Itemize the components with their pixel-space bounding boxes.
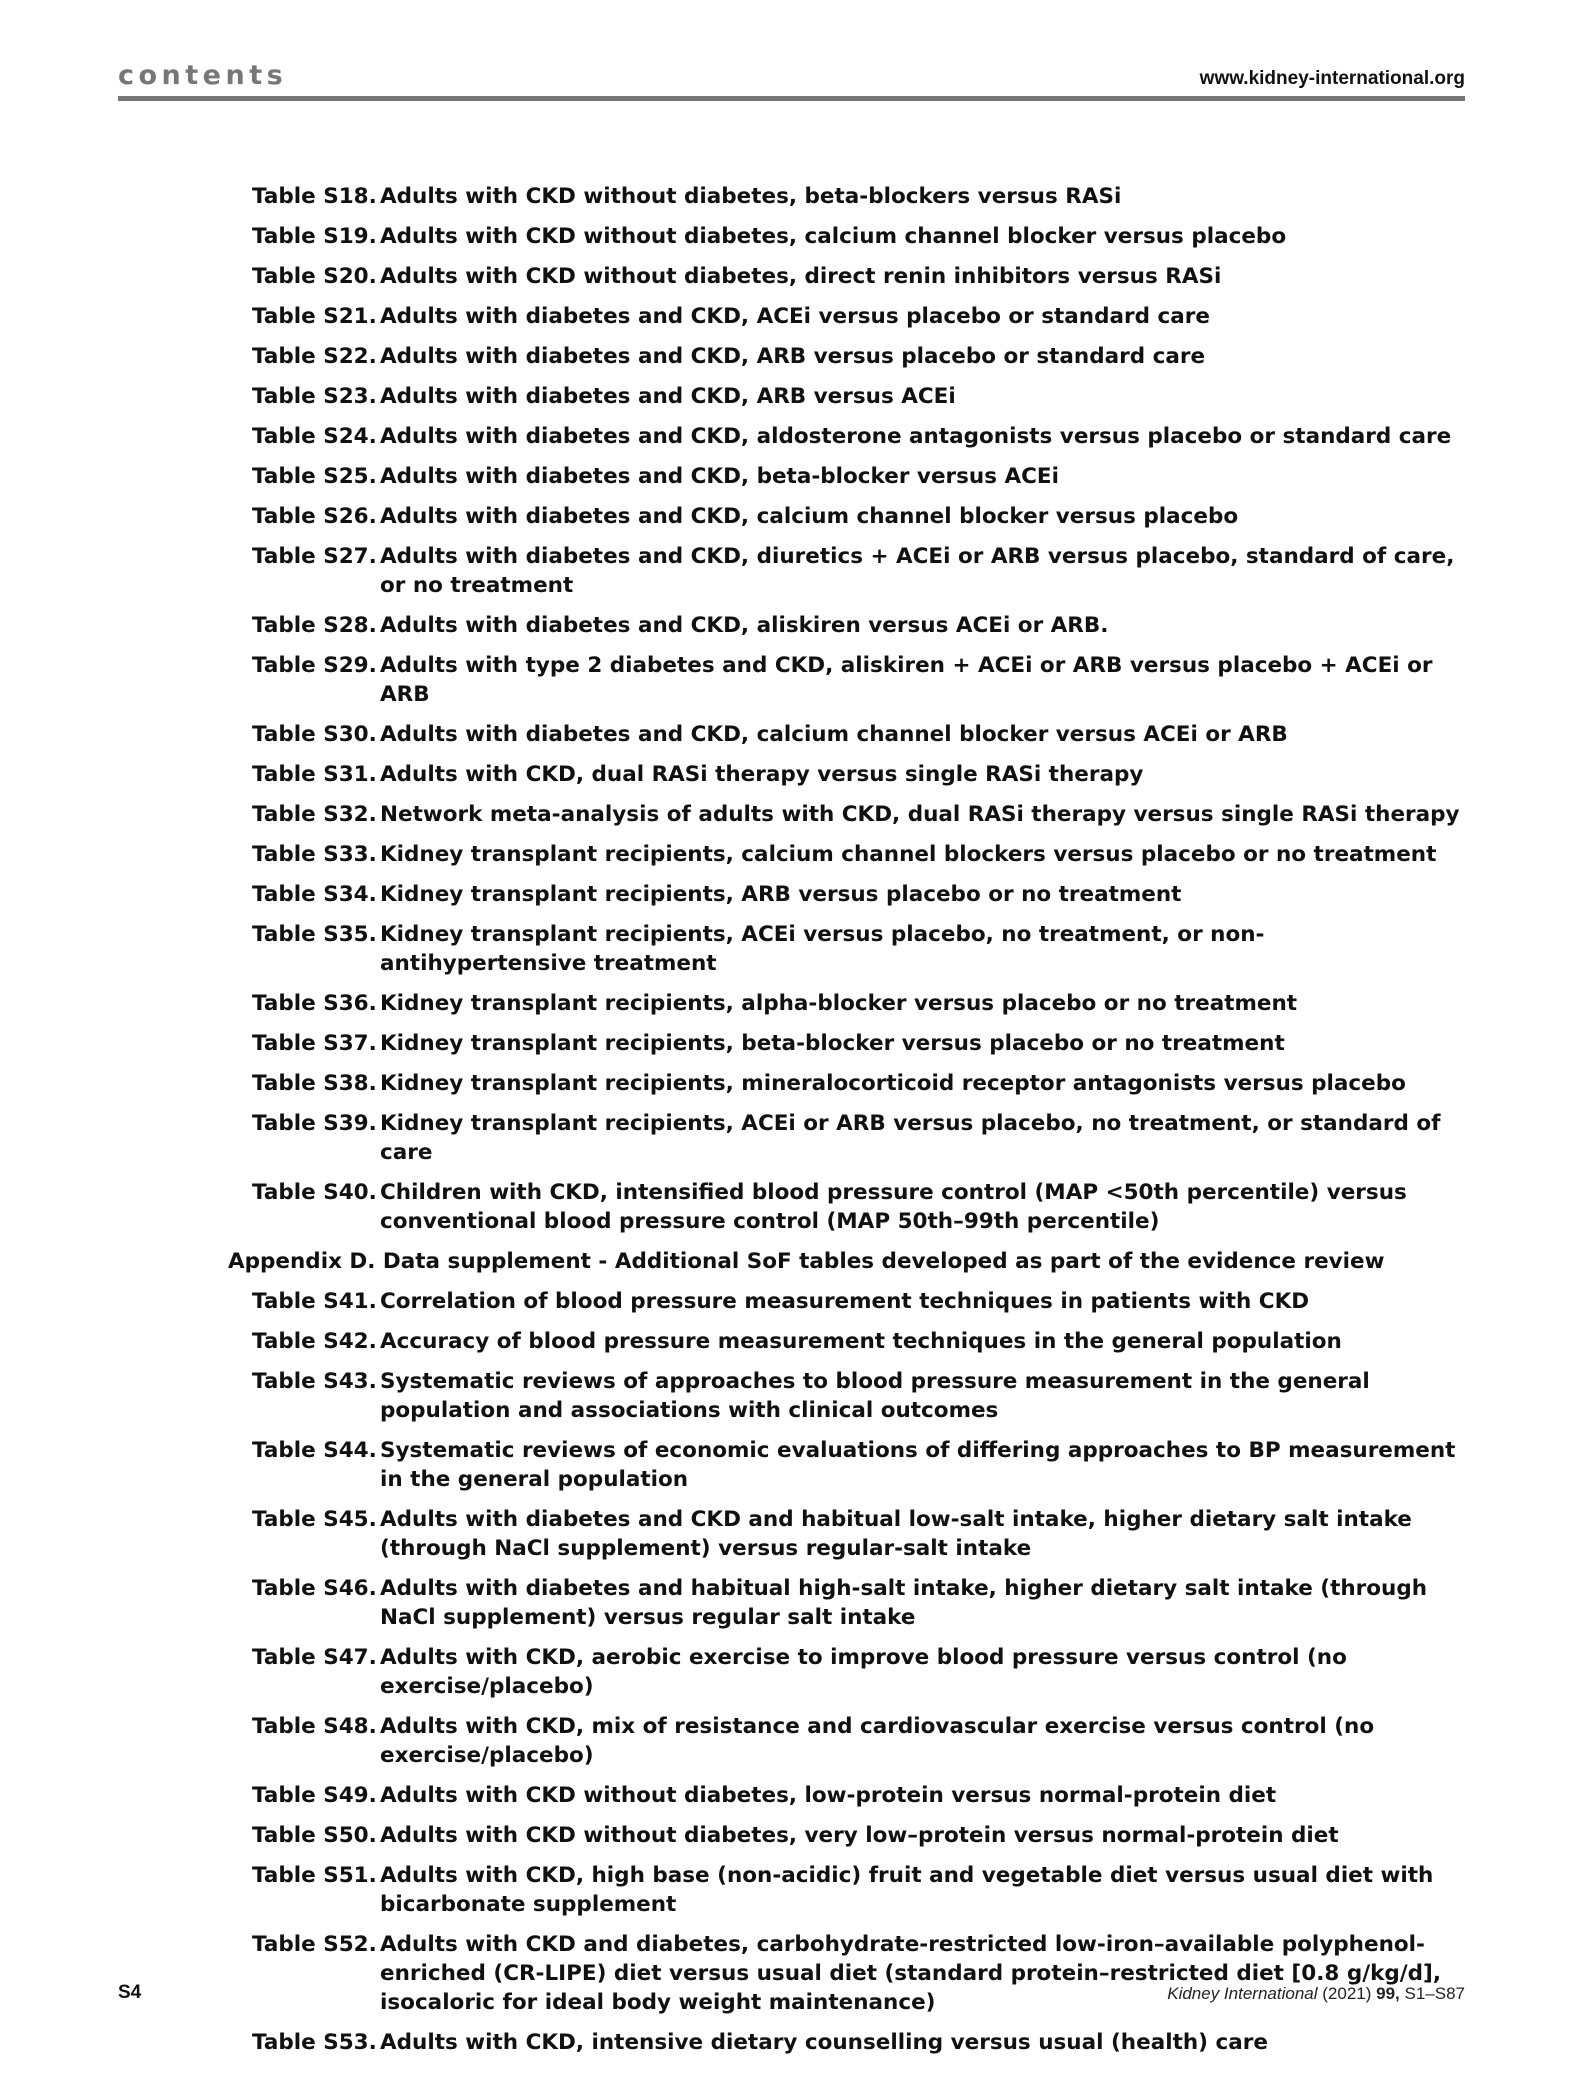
toc-entry-label: Table S34. <box>252 882 377 907</box>
toc-entry[interactable] <box>228 2028 1468 2057</box>
toc-entry[interactable] <box>228 1069 1468 1098</box>
toc-entry-title: Systematic reviews of approaches to blood pressure measurement in the general population and associations with clinical outcomes <box>380 1369 1370 1423</box>
toc-group-appendix-c <box>228 182 1468 1236</box>
toc-entry[interactable] <box>228 1574 1468 1632</box>
toc-entry-label: Table S44. <box>252 1438 377 1463</box>
page-number: S4 <box>118 1982 142 2003</box>
toc-entry-label: Table S48. <box>252 1714 377 1739</box>
toc-entry-title: Adults with CKD without diabetes, direct renin inhibitors versus RASi <box>380 264 1222 289</box>
toc-entry-title: Adults with diabetes and habitual high-salt intake, higher dietary salt intake (through NaCl supplement) versus regular salt intake <box>380 1576 1428 1630</box>
toc-entry-label: Table S31. <box>252 762 377 787</box>
toc-entry[interactable] <box>228 920 1468 978</box>
appendix-heading[interactable]: Appendix D. Data supplement - Additional SoF tables developed as part of the evidence review <box>228 1249 1385 1274</box>
toc-entry-label: Table S53. <box>252 2030 377 2055</box>
toc-entry-title: Adults with diabetes and CKD, aldosterone antagonists versus placebo or standard care <box>380 424 1452 449</box>
toc-entry-label: Table S21. <box>252 304 377 329</box>
toc-entry[interactable] <box>228 1287 1468 1316</box>
toc-entry[interactable] <box>228 1367 1468 1425</box>
toc-entry-title: Network meta-analysis of adults with CKD, dual RASi therapy versus single RASi therapy <box>380 802 1460 827</box>
toc-entry-title: Adults with diabetes and CKD, beta-blocker versus ACEi <box>380 464 1059 489</box>
toc-entry-label: Table S46. <box>252 1576 377 1601</box>
toc-entry[interactable] <box>228 880 1468 909</box>
toc-entry-label: Table S20. <box>252 264 377 289</box>
toc-entry-label: Table S27. <box>252 544 377 569</box>
toc-entry-title: Adults with CKD and diabetes, carbohydrate-restricted low-iron–available polyphenol-enriched (CR-LIPE) diet versus usual diet (standard protein–restricted diet [0.8 g/kg/d], isocaloric for ideal body weight maintenance) <box>380 1932 1441 2015</box>
journal-name: Kidney International <box>1167 1984 1318 2003</box>
toc-entry-label: Table S45. <box>252 1507 377 1532</box>
toc-entry-title: Adults with CKD without diabetes, beta-blockers versus RASi <box>380 184 1122 209</box>
toc-entry[interactable] <box>228 342 1468 371</box>
toc-entry-label: Table S33. <box>252 842 377 867</box>
toc-entry[interactable] <box>228 1821 1468 1850</box>
toc-entry-title: Adults with CKD, high base (non-acidic) fruit and vegetable diet versus usual diet with bicarbonate supplement <box>380 1863 1434 1917</box>
toc-entry[interactable] <box>228 262 1468 291</box>
toc-entry-label: Table S47. <box>252 1645 377 1670</box>
toc-entry-label: Table S42. <box>252 1329 377 1354</box>
toc-entry-label: Table S26. <box>252 504 377 529</box>
toc-entry-title: Systematic reviews of economic evaluations of differing approaches to BP measurement in the general population <box>380 1438 1456 1492</box>
toc-entry[interactable] <box>228 651 1468 709</box>
toc-entry[interactable] <box>228 1029 1468 1058</box>
toc-entry[interactable] <box>228 542 1468 600</box>
toc-entry[interactable] <box>228 1327 1468 1356</box>
toc-entry[interactable] <box>228 800 1468 829</box>
toc-entry-label: Table S24. <box>252 424 377 449</box>
toc-entry[interactable] <box>228 611 1468 640</box>
journal-citation <box>1167 1984 1465 2004</box>
toc-entry-title: Accuracy of blood pressure measurement techniques in the general population <box>380 1329 1342 1354</box>
toc-entry[interactable] <box>228 222 1468 251</box>
toc-entry-title: Adults with diabetes and CKD, diuretics + ACEi or ARB versus placebo, standard of care, or no treatment <box>380 544 1455 598</box>
toc-entry-title: Adults with diabetes and CKD, ARB versus ACEi <box>380 384 956 409</box>
toc-entry-label: Table S37. <box>252 1031 377 1056</box>
toc-entry-label: Table S28. <box>252 613 377 638</box>
toc-entry-label: Table S41. <box>252 1289 377 1314</box>
toc-entry-title: Kidney transplant recipients, ACEi versus placebo, no treatment, or non-antihypertensive treatment <box>380 922 1265 976</box>
toc-entry-title: Adults with CKD, intensive dietary counselling versus usual (health) care <box>380 2030 1268 2055</box>
toc-entry[interactable] <box>228 760 1468 789</box>
toc-entry-title: Adults with CKD, mix of resistance and cardiovascular exercise versus control (no exercise/placebo) <box>380 1714 1375 1768</box>
toc-entry-title: Adults with CKD without diabetes, calcium channel blocker versus placebo <box>380 224 1287 249</box>
journal-pages: S1–S87 <box>1404 1984 1465 2003</box>
toc-entry[interactable] <box>228 1505 1468 1563</box>
journal-url-link[interactable]: www.kidney-international.org <box>1199 68 1465 89</box>
toc-entry[interactable] <box>228 1781 1468 1810</box>
toc-entry-label: Table S23. <box>252 384 377 409</box>
toc-entry-label: Table S38. <box>252 1071 377 1096</box>
toc-entry[interactable] <box>228 1643 1468 1701</box>
toc-entry-label: Table S19. <box>252 224 377 249</box>
toc-entry-title: Adults with diabetes and CKD, aliskiren versus ACEi or ARB. <box>380 613 1109 638</box>
toc-entry-label: Table S18. <box>252 184 377 209</box>
toc-entry[interactable] <box>228 462 1468 491</box>
toc-entry-title: Adults with diabetes and CKD, calcium channel blocker versus ACEi or ARB <box>380 722 1288 747</box>
journal-year: (2021) <box>1322 1984 1372 2003</box>
toc-entry-title: Kidney transplant recipients, ARB versus placebo or no treatment <box>380 882 1182 907</box>
toc-entry-title: Adults with diabetes and CKD and habitual low-salt intake, higher dietary salt intake (through NaCl supplement) versus regular-salt intake <box>380 1507 1412 1561</box>
toc-entry[interactable] <box>228 182 1468 211</box>
journal-volume: 99, <box>1376 1984 1400 2003</box>
toc-entry[interactable] <box>228 502 1468 531</box>
toc-entry[interactable] <box>228 989 1468 1018</box>
toc-entry-label: Table S25. <box>252 464 377 489</box>
toc-entry-title: Adults with type 2 diabetes and CKD, aliskiren + ACEi or ARB versus placebo + ACEi or ARB <box>380 653 1433 707</box>
table-of-contents <box>228 182 1468 2068</box>
toc-entry[interactable] <box>228 422 1468 451</box>
toc-entry-label: Table S36. <box>252 991 377 1016</box>
toc-entry[interactable] <box>228 840 1468 869</box>
header-divider <box>118 96 1465 101</box>
toc-entry-label: Table S22. <box>252 344 377 369</box>
toc-entry-title: Adults with diabetes and CKD, calcium channel blocker versus placebo <box>380 504 1239 529</box>
toc-entry-label: Table S30. <box>252 722 377 747</box>
toc-entry-label: Table S51. <box>252 1863 377 1888</box>
toc-entry[interactable] <box>228 1861 1468 1919</box>
toc-entry-title: Adults with CKD, aerobic exercise to improve blood pressure versus control (no exercise/placebo) <box>380 1645 1347 1699</box>
toc-entry[interactable] <box>228 302 1468 331</box>
toc-entry-title: Adults with CKD without diabetes, low-protein versus normal-protein diet <box>380 1783 1277 1808</box>
toc-entry-title: Kidney transplant recipients, ACEi or ARB versus placebo, no treatment, or standard of care <box>380 1111 1441 1165</box>
toc-entry-label: Table S43. <box>252 1369 377 1394</box>
toc-entry-title: Adults with CKD without diabetes, very low–protein versus normal-protein diet <box>380 1823 1339 1848</box>
toc-entry[interactable] <box>228 1436 1468 1494</box>
toc-entry-label: Table S29. <box>252 653 377 678</box>
toc-entry[interactable] <box>228 720 1468 749</box>
toc-entry-label: Table S35. <box>252 922 377 947</box>
section-title: contents <box>118 60 288 91</box>
toc-entry[interactable] <box>228 1178 1468 1236</box>
toc-entry-title: Adults with diabetes and CKD, ACEi versus placebo or standard care <box>380 304 1210 329</box>
toc-entry[interactable] <box>228 1109 1468 1167</box>
toc-entry-title: Adults with CKD, dual RASi therapy versus single RASi therapy <box>380 762 1144 787</box>
toc-entry-label: Table S49. <box>252 1783 377 1808</box>
toc-entry-title: Adults with diabetes and CKD, ARB versus placebo or standard care <box>380 344 1206 369</box>
toc-group-appendix-d <box>228 1287 1468 2057</box>
toc-entry-title: Kidney transplant recipients, alpha-blocker versus placebo or no treatment <box>380 991 1298 1016</box>
toc-entry-label: Table S32. <box>252 802 377 827</box>
toc-entry[interactable] <box>228 1712 1468 1770</box>
toc-entry-title: Correlation of blood pressure measurement techniques in patients with CKD <box>380 1289 1310 1314</box>
toc-entry-title: Children with CKD, intensified blood pressure control (MAP <50th percentile) versus conventional blood pressure control (MAP 50th–99th percentile) <box>380 1180 1407 1234</box>
toc-entry-title: Kidney transplant recipients, mineralocorticoid receptor antagonists versus placebo <box>380 1071 1406 1096</box>
toc-entry-label: Table S52. <box>252 1932 377 1957</box>
toc-entry-label: Table S50. <box>252 1823 377 1848</box>
toc-entry-label: Table S39. <box>252 1111 377 1136</box>
toc-entry-label: Table S40. <box>252 1180 377 1205</box>
toc-entry-title: Kidney transplant recipients, beta-blocker versus placebo or no treatment <box>380 1031 1285 1056</box>
toc-entry[interactable] <box>228 382 1468 411</box>
toc-entry-title: Kidney transplant recipients, calcium channel blockers versus placebo or no treatment <box>380 842 1437 867</box>
